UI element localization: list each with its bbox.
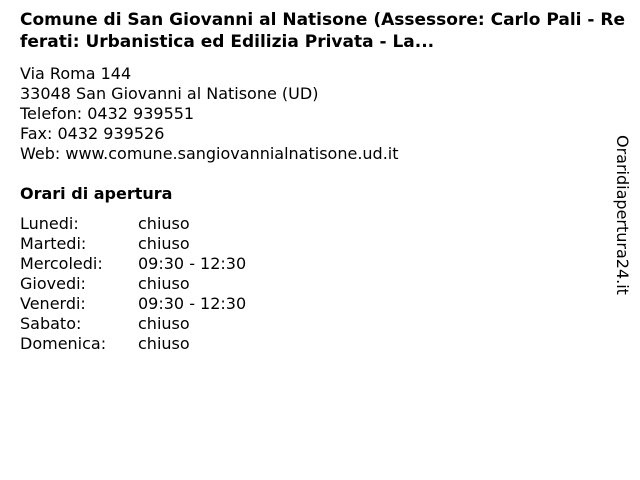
day-label: Sabato: [20, 314, 82, 333]
day-label: Domenica: [20, 334, 107, 353]
day-label: Venerdi: [20, 294, 86, 313]
hours-row-friday [20, 294, 246, 314]
day-hours: chiuso [138, 314, 190, 333]
website: Web: www.comune.sangiovannialnatisone.ud.it [20, 144, 399, 163]
hours-row-saturday [20, 314, 246, 334]
hours-row-sunday [20, 334, 246, 354]
phone-number: Telefon: 0432 939551 [20, 104, 195, 123]
day-hours: 09:30 - 12:30 [138, 254, 247, 273]
day-label: Lunedi: [20, 214, 79, 233]
opening-hours-list [20, 214, 246, 354]
brand-watermark: Oraridiapertura24.it [613, 135, 632, 295]
day-label: Mercoledi: [20, 254, 103, 273]
contact-details [20, 64, 399, 164]
hours-row-tuesday [20, 234, 246, 254]
hours-row-thursday [20, 274, 246, 294]
hours-row-monday [20, 214, 246, 234]
day-hours: chiuso [138, 274, 190, 293]
address-city: 33048 San Giovanni al Natisone (UD) [20, 84, 319, 103]
day-label: Giovedi: [20, 274, 86, 293]
day-hours: chiuso [138, 334, 190, 353]
address-street: Via Roma 144 [20, 64, 132, 83]
fax-number: Fax: 0432 939526 [20, 124, 165, 143]
day-hours: 09:30 - 12:30 [138, 294, 247, 313]
day-label: Martedi: [20, 234, 87, 253]
opening-hours-title: Orari di apertura [20, 184, 173, 203]
day-hours: chiuso [138, 214, 190, 233]
page-title: Comune di San Giovanni al Natisone (Assessore: Carlo Pali - Referati: Urbanistica ed Edilizia Privata - La... [20, 10, 625, 52]
hours-row-wednesday [20, 254, 246, 274]
day-hours: chiuso [138, 234, 190, 253]
